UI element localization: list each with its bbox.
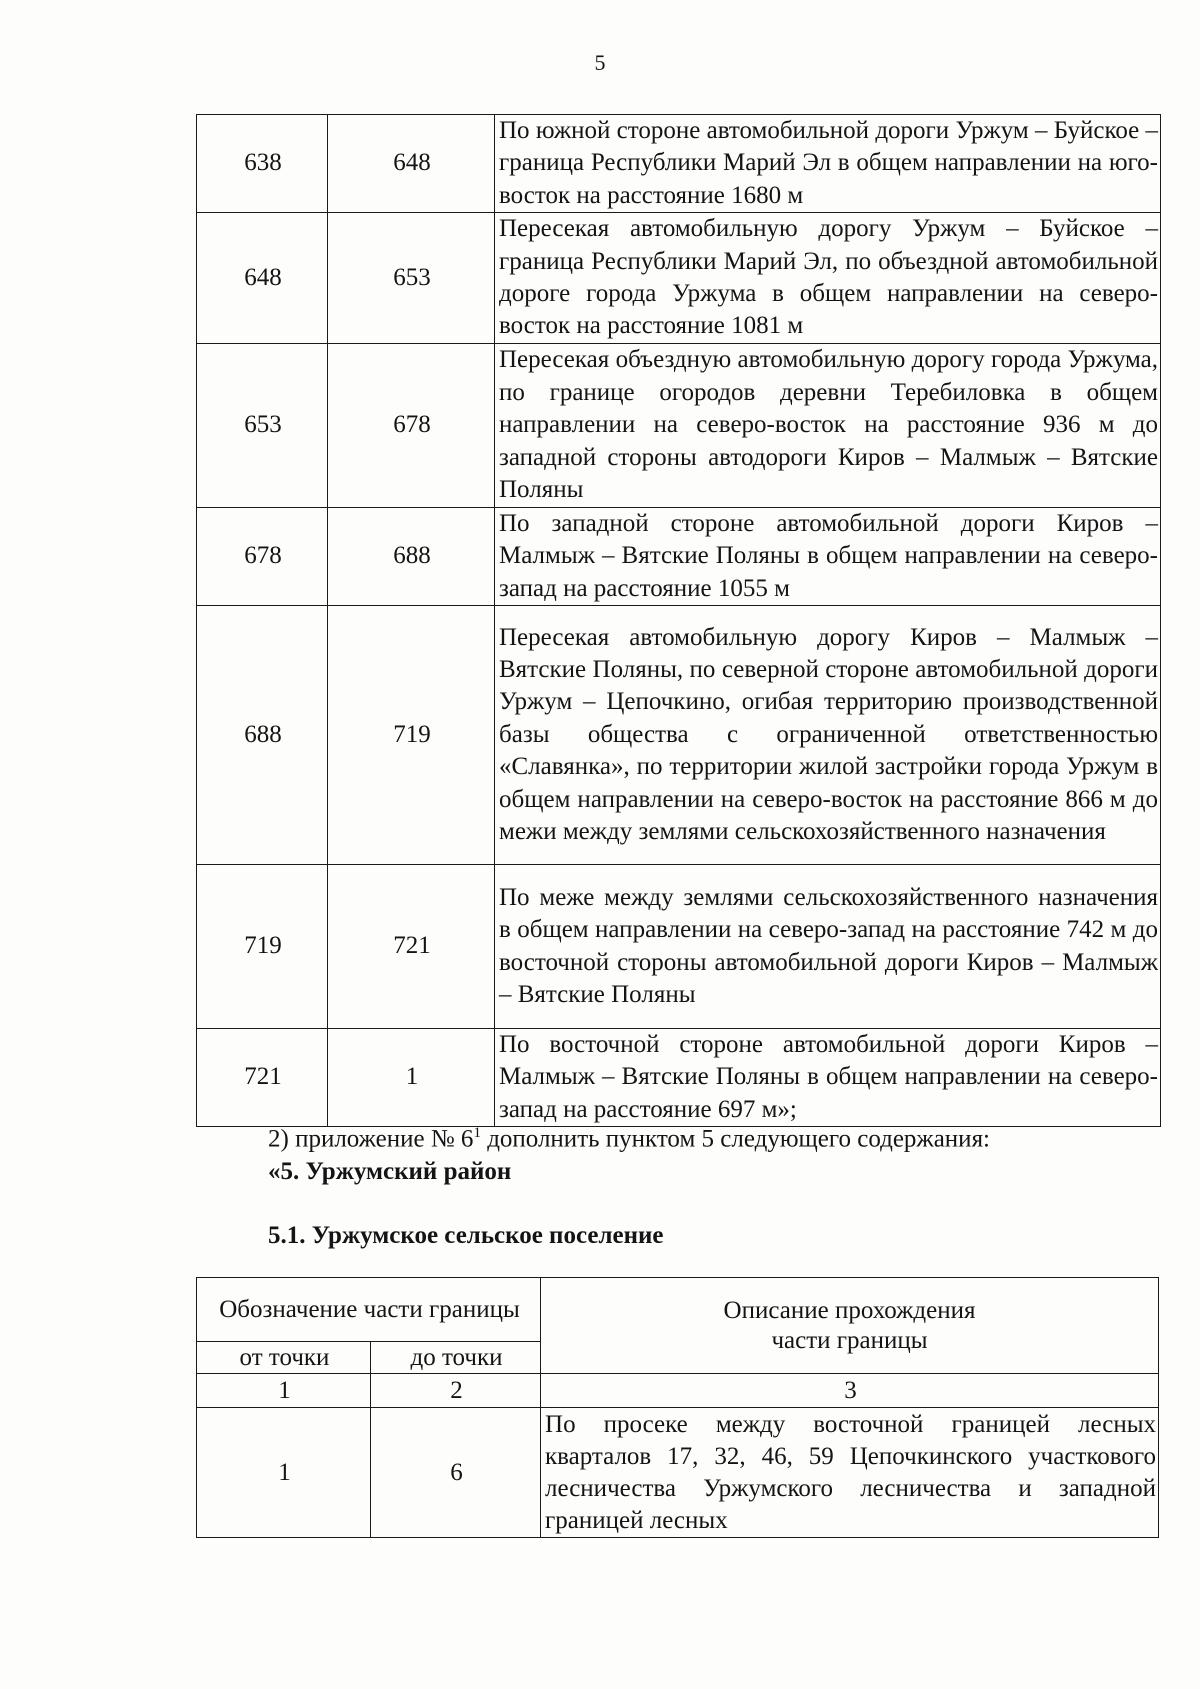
district-heading: «5. Уржумский район bbox=[268, 1158, 512, 1185]
description-header: Описание прохождения части границы bbox=[541, 1278, 1159, 1374]
table-row bbox=[197, 1408, 1159, 1538]
amendment-text-start: 2) приложение № 6 bbox=[268, 1125, 474, 1153]
settlement-boundary-table bbox=[196, 1277, 1159, 1538]
description-cell: По южной стороне автомобильной дороги Уржум – Буйское – граница Республики Марий Эл в общем направлении на юго-восток на расстояние 1680 м bbox=[495, 115, 1161, 213]
column-number-2: 2 bbox=[371, 1374, 541, 1408]
boundary-table-continuation bbox=[196, 114, 1161, 1127]
from-point-cell: 688 bbox=[197, 606, 328, 865]
table-row bbox=[197, 115, 1161, 213]
to-point-cell: 678 bbox=[328, 343, 495, 507]
table-row bbox=[197, 507, 1161, 605]
table-header-row bbox=[197, 1278, 1159, 1342]
description-cell: Пересекая автомобильную дорогу Уржум – Буйское – граница Республики Марий Эл, по объездной автомобильной дороге города Уржума в общем направлении на северо-восток на расстояние 1081 м bbox=[495, 213, 1161, 344]
table-row bbox=[197, 1029, 1161, 1127]
from-point-header: от точки bbox=[197, 1342, 371, 1374]
to-point-cell: 1 bbox=[328, 1029, 495, 1127]
description-cell: Пересекая объездную автомобильную дорогу города Уржума, по границе огородов деревни Теребиловка в общем направлении на северо-восток на расстояние 936 м до западной стороны автодороги Киров – Малмыж – Вятские Поляны bbox=[495, 343, 1161, 507]
amendment-paragraph bbox=[268, 1125, 990, 1153]
column-number-row bbox=[197, 1374, 1159, 1408]
description-cell: По восточной стороне автомобильной дороги Киров – Малмыж – Вятские Поляны в общем направлении на северо-запад на расстояние 697 м»; bbox=[495, 1029, 1161, 1127]
from-point-cell: 719 bbox=[197, 865, 328, 1029]
from-point-cell: 648 bbox=[197, 213, 328, 344]
table-row bbox=[197, 213, 1161, 344]
designation-header: Обозначение части границы bbox=[197, 1278, 541, 1342]
column-number-3: 3 bbox=[541, 1374, 1159, 1408]
appendix-superscript: 1 bbox=[473, 1125, 481, 1141]
table-row bbox=[197, 606, 1161, 865]
to-point-cell: 653 bbox=[328, 213, 495, 344]
description-cell: Пересекая автомобильную дорогу Киров – Малмыж – Вятские Поляны, по северной стороне автомобильной дороги Уржум – Цепочкино, огибая территорию производственной базы общества с ограниченной ответственностью «Славянка», по территории жилой застройки города Уржум в общем направлении на северо-восток на расстояние 866 м до межи между землями сельскохозяйственного назначения bbox=[495, 606, 1161, 865]
from-point-cell: 638 bbox=[197, 115, 328, 213]
to-point-cell: 6 bbox=[371, 1408, 541, 1538]
description-cell: По западной стороне автомобильной дороги Киров – Малмыж – Вятские Поляны в общем направлении на северо-запад на расстояние 1055 м bbox=[495, 507, 1161, 605]
to-point-cell: 688 bbox=[328, 507, 495, 605]
from-point-cell: 678 bbox=[197, 507, 328, 605]
from-point-cell: 1 bbox=[197, 1408, 371, 1538]
column-number-1: 1 bbox=[197, 1374, 371, 1408]
to-point-cell: 721 bbox=[328, 865, 495, 1029]
table-row bbox=[197, 865, 1161, 1029]
settlement-heading: 5.1. Уржумское сельское поселение bbox=[268, 1222, 664, 1249]
to-point-cell: 719 bbox=[328, 606, 495, 865]
from-point-cell: 653 bbox=[197, 343, 328, 507]
description-cell: По просеке между восточной границей лесных кварталов 17, 32, 46, 59 Цепочкинского участкового лесничества Уржумского лесничества и западной границей лесных bbox=[541, 1408, 1159, 1538]
description-cell: По меже между землями сельскохозяйственного назначения в общем направлении на северо-запад на расстояние 742 м до восточной стороны автомобильной дороги Киров – Малмыж – Вятские Поляны bbox=[495, 865, 1161, 1029]
from-point-cell: 721 bbox=[197, 1029, 328, 1127]
page-number: 5 bbox=[594, 50, 606, 75]
amendment-text-end: дополнить пунктом 5 следующего содержания: bbox=[480, 1125, 991, 1153]
to-point-header: до точки bbox=[371, 1342, 541, 1374]
to-point-cell: 648 bbox=[328, 115, 495, 213]
table-row bbox=[197, 343, 1161, 507]
